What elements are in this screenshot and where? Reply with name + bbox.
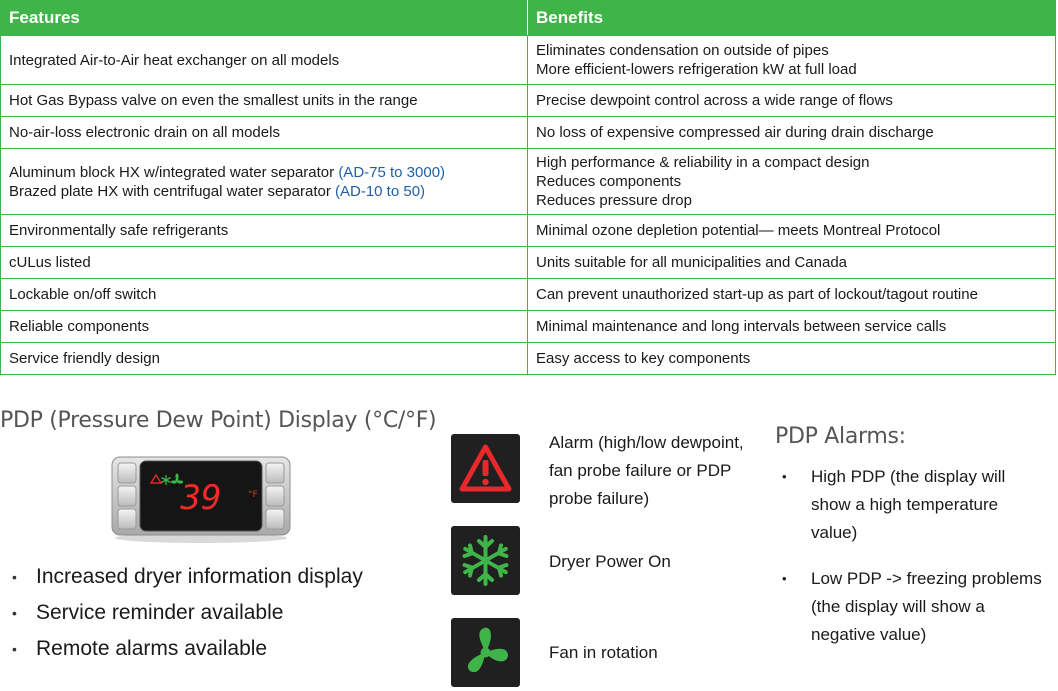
benefit-cell: Units suitable for all municipalities and Canada: [528, 247, 1056, 279]
table-header-row: [1, 1, 1056, 36]
benefit-cell: Minimal ozone depletion potential— meets Montreal Protocol: [528, 215, 1056, 247]
table-row: [1, 36, 1056, 85]
list-item: • Service reminder available: [12, 601, 284, 624]
pdp-display-title: PDP (Pressure Dew Point) Display (°C/°F): [0, 408, 437, 433]
pdp-controller-image: [110, 455, 292, 543]
pdp-readout: 39: [180, 478, 222, 518]
feature-cell: Reliable components: [1, 311, 528, 343]
benefit-cell: Can prevent unauthorized start-up as part of lockout/tagout routine: [528, 279, 1056, 311]
display-feature-list: [12, 562, 363, 670]
list-item: • Increased dryer information display: [12, 565, 363, 588]
pdp-alarms-list: [782, 463, 1058, 649]
table-row: [1, 311, 1056, 343]
benefit-cell: No loss of expensive compressed air during drain discharge: [528, 117, 1056, 149]
feature-cell: No-air-loss electronic drain on all models: [1, 117, 528, 149]
feature-cell: Integrated Air-to-Air heat exchanger on all models: [1, 36, 528, 85]
feature-cell: Lockable on/off switch: [1, 279, 528, 311]
benefit-cell: Precise dewpoint control across a wide range of flows: [528, 85, 1056, 117]
table-row: [1, 117, 1056, 149]
feature-cell: Hot Gas Bypass valve on even the smallest units in the range: [1, 85, 528, 117]
model-range-label: (AD-75 to 3000): [338, 163, 446, 181]
pdp-readout-unit: °F: [248, 490, 258, 500]
snowflake-icon: [451, 526, 520, 595]
table-row: [1, 215, 1056, 247]
fan-icon: [451, 618, 520, 687]
table-row: [1, 343, 1056, 375]
table-row: [1, 85, 1056, 117]
alarm-triangle-icon: [451, 434, 520, 503]
benefit-cell: Eliminates condensation on outside of pipes More efficient-lowers refrigeration kW at full load: [528, 36, 1056, 85]
feature-cell: Aluminum block HX w/integrated water separator (AD-75 to 3000) Brazed plate HX with centrifugal water separator (AD-10 to 50): [1, 149, 528, 215]
table-row: [1, 149, 1056, 215]
pdp-alarms-title: PDP Alarms:: [775, 424, 906, 449]
benefit-cell: Minimal maintenance and long intervals between service calls: [528, 311, 1056, 343]
table-row: [1, 279, 1056, 311]
power-legend-text: Dryer Power On: [549, 552, 671, 571]
table-row: [1, 247, 1056, 279]
list-item: • Low PDP -> freezing problems (the display will show a negative value): [782, 569, 1042, 644]
benefit-cell: High performance & reliability in a compact design Reduces components Reduces pressure drop: [528, 149, 1056, 215]
benefit-cell: Easy access to key components: [528, 343, 1056, 375]
header-benefits: Benefits: [528, 1, 1056, 36]
feature-cell: cULus listed: [1, 247, 528, 279]
header-features: Features: [1, 1, 528, 36]
fan-legend-text: Fan in rotation: [549, 643, 658, 662]
alarm-legend-text: Alarm (high/low dewpoint, fan probe failure or PDP probe failure): [549, 433, 744, 508]
feature-cell: Environmentally safe refrigerants: [1, 215, 528, 247]
model-range-label: (AD-10 to 50): [335, 182, 426, 200]
list-item: • Remote alarms available: [12, 637, 268, 660]
list-item: • High PDP (the display will show a high temperature value): [782, 467, 1006, 542]
feature-cell: Service friendly design: [1, 343, 528, 375]
